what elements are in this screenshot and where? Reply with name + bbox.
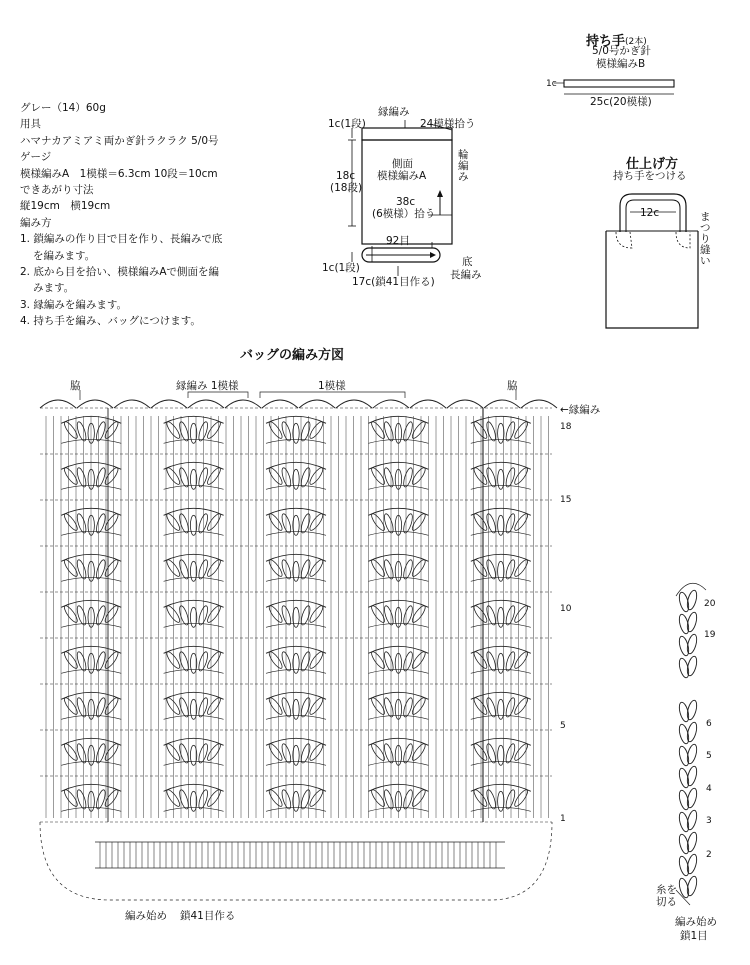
row-number: 1 <box>560 814 566 824</box>
side-left-label: 脇 <box>70 380 81 392</box>
method-step: 1. 鎖編みの作り目で目を作り、長編みで底 <box>20 233 223 246</box>
handle-petal <box>686 655 699 676</box>
method-step: 3. 縁編みを編みます。 <box>20 298 128 311</box>
row-number: 10 <box>560 604 572 614</box>
method-step: みます。 <box>33 282 75 295</box>
side-pattern-label: 模様編みA <box>377 170 427 182</box>
handle-row: 3 <box>706 816 712 826</box>
handle-row: 6 <box>706 719 712 729</box>
handle-stitch-group <box>678 831 699 854</box>
handle-stitch-group <box>678 765 699 788</box>
yarn-text: グレー（14）60g <box>20 102 106 114</box>
handle-width: 1c <box>546 79 557 89</box>
handle-petal <box>686 853 699 874</box>
handle-petal <box>686 787 699 808</box>
handle-title: 持ち手 <box>586 34 626 49</box>
handle-stitch-group <box>678 809 699 832</box>
handle-petal <box>686 699 699 720</box>
tools-text: ハマナカアミアミ両かぎ針ラクラク 5/0号 <box>20 134 219 147</box>
handle-petal <box>686 809 699 830</box>
handle-pattern: 模様編みB <box>596 58 646 70</box>
handle-petal <box>686 831 699 852</box>
handle-petal <box>686 611 699 632</box>
side-right-label: 脇 <box>507 380 518 392</box>
method-heading: 編み方 <box>20 216 52 229</box>
pickup-label: 24模様拾う <box>420 118 476 130</box>
edging-arrow-label: ←縁編み <box>560 404 601 416</box>
handle-count: (2本) <box>625 37 647 47</box>
handle-turn-arrow <box>676 583 706 596</box>
handle-stitch-group <box>678 743 699 766</box>
method-step: 4. 持ち手を編み、バッグにつけます。 <box>20 315 201 328</box>
handle-stitch-group <box>678 611 699 634</box>
finishing-handle-width: 12c <box>640 207 660 219</box>
round-label: 輪編み <box>458 149 469 183</box>
size-heading: できあがり寸法 <box>20 184 94 197</box>
width-label: 38c <box>396 196 416 208</box>
edging-label: 縁編み <box>378 106 410 118</box>
row-number: 5 <box>560 721 566 731</box>
handle-row: 2 <box>706 850 712 860</box>
handle-petal <box>686 765 699 786</box>
finishing-title: 仕上げ方 <box>626 157 679 172</box>
handle-petal <box>686 721 699 742</box>
handle-stitch-group <box>678 787 699 810</box>
bottom-chain-label: 17c(鎖41目作る) <box>352 276 435 288</box>
edging-repeat-label: 縁編み 1模様 <box>176 380 239 392</box>
handle-stitch-group <box>678 699 699 722</box>
chart-title: バッグの編み方図 <box>240 348 345 363</box>
start-chain-label: 鎖41目作る <box>180 910 236 922</box>
handle-row: 5 <box>706 751 712 761</box>
bottom-label: 底 <box>462 256 473 268</box>
side-label: 側面 <box>392 158 413 170</box>
handle-hook: 5/0号かぎ針 <box>592 45 651 57</box>
gauge-text: 模様編みA 1模様＝6.3cm 10段＝10cm <box>20 167 218 180</box>
gauge-heading: ゲージ <box>20 151 52 164</box>
handle-petal <box>686 633 699 654</box>
bottom-rows-label: 1c(1段) <box>322 262 360 274</box>
handle-row-20: 20 <box>704 599 716 609</box>
handle-stitch-group <box>678 853 699 876</box>
handle-start-chain-label: 鎖1目 <box>680 930 708 942</box>
method-step: 2. 底から目を拾い、模様編みAで側面を編 <box>20 266 220 279</box>
handle-petal <box>686 875 699 896</box>
finishing-subtitle: 持ち手をつける <box>613 170 687 182</box>
handle-row-19: 19 <box>704 630 716 640</box>
handle-stitch-group <box>678 633 699 656</box>
width-pickup-label: (6模様）拾う <box>372 208 436 220</box>
size-text: 縦19cm 横19cm <box>20 200 111 213</box>
height-label: 18c <box>336 170 356 182</box>
bottom-stitch-label: 長編み <box>450 269 482 281</box>
handle-petal <box>686 589 699 610</box>
sewing-label: まつり縫い <box>700 211 711 267</box>
one-repeat-label: 1模様 <box>318 380 346 392</box>
handle-petal <box>686 743 699 764</box>
height-rows-label: (18段) <box>330 182 363 194</box>
handle-row: 4 <box>706 784 712 794</box>
handle-start-label: 編み始め <box>675 916 717 928</box>
tools-heading: 用具 <box>20 118 41 131</box>
edging-rows-label: 1c(1段) <box>328 118 366 130</box>
handle-length: 25c(20模様) <box>590 96 652 108</box>
bottom-stitches-label: 92目 <box>386 235 410 247</box>
handle-stitch-group <box>678 589 699 612</box>
handle-stitch-group <box>678 721 699 744</box>
method-step: を編みます。 <box>33 249 96 262</box>
start-label: 編み始め <box>125 910 167 922</box>
row-number: 18 <box>560 422 572 432</box>
cut-yarn-label: 糸を切る <box>656 884 677 908</box>
row-number: 15 <box>560 495 572 505</box>
handle-stitch-group <box>678 655 699 678</box>
